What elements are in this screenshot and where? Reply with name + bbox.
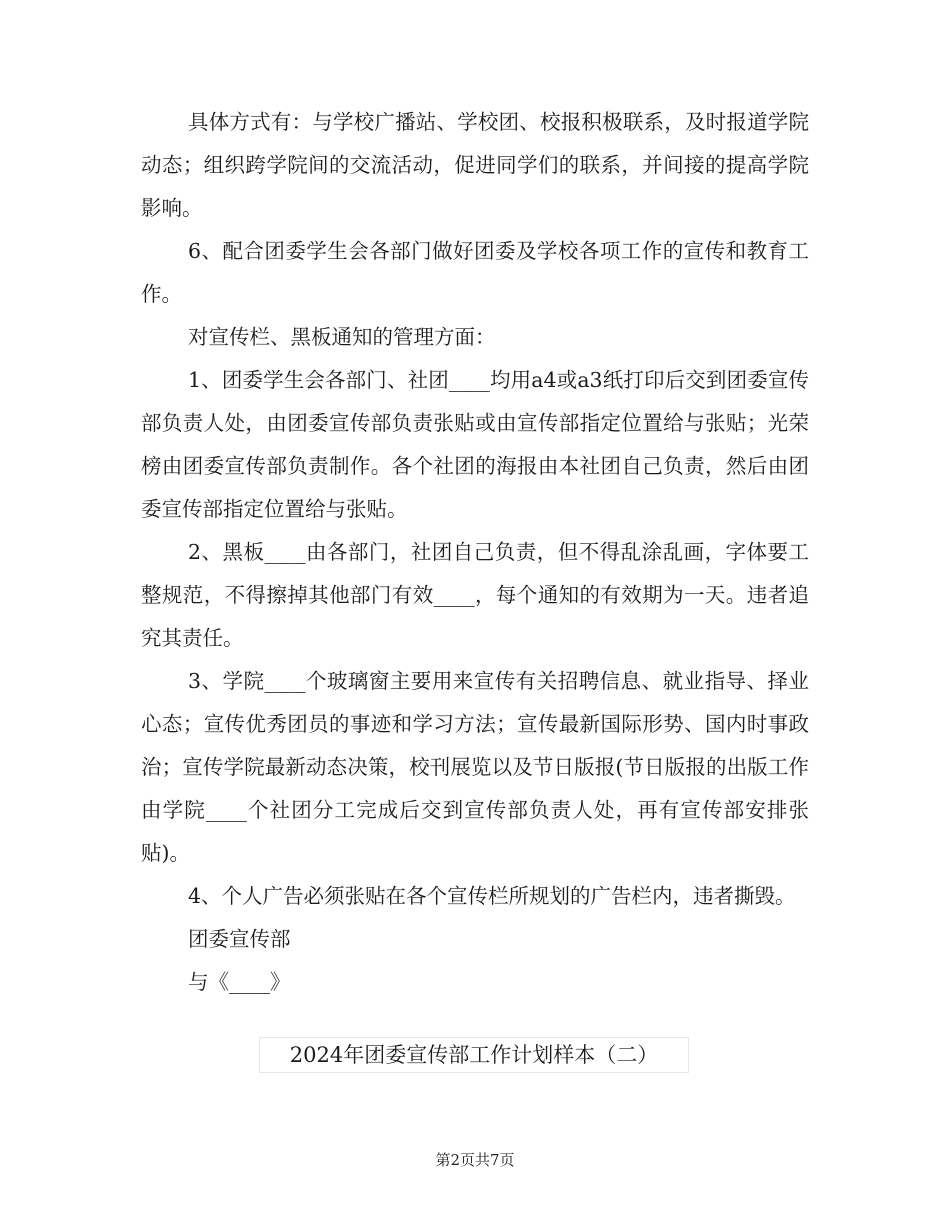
paragraph-item-6: 6、配合团委学生会各部门做好团委及学校各项工作的宣传和教育工作。 xyxy=(141,239,809,306)
paragraph-methods: 具体方式有：与学校广播站、学校团、校报积极联系，及时报道学院动态；组织跨学院间的交流活动，促进同学们的联系，并间接的提高学院影响。 xyxy=(141,110,809,220)
signature-department: 团委宣传部 xyxy=(188,927,291,951)
page-number-footer: 第2页共7页 xyxy=(435,1151,515,1169)
document-body xyxy=(141,101,809,1004)
signature-date-line: 与《____》 xyxy=(188,970,291,994)
section-title: 2024年团委宣传部工作计划样本（二） xyxy=(259,1037,689,1073)
paragraph-rule-4: 4、个人广告必须张贴在各个宣传栏所规划的广告栏内，违者撕毁。 xyxy=(188,884,796,908)
paragraph-rule-1: 1、团委学生会各部门、社团____均用a4或a3纸打印后交到团委宣传部负责人处，由团委宣传部负责张贴或由宣传部指定位置给与张贴；光荣榜由团委宣传部负责制作。各个社团的海报由本社团自己负责，然后由团委宣传部指定位置给与张贴。 xyxy=(141,368,809,521)
paragraph-board-management-heading: 对宣传栏、黑板通知的管理方面： xyxy=(188,325,496,349)
paragraph-rule-2: 2、黑板____由各部门，社团自己负责，但不得乱涂乱画，字体要工整规范，不得擦掉其他部门有效____，每个通知的有效期为一天。违者追究其责任。 xyxy=(141,540,809,650)
paragraph-rule-3: 3、学院____个玻璃窗主要用来宣传有关招聘信息、就业指导、择业心态；宣传优秀团员的事迹和学习方法；宣传最新国际形势、国内时事政治；宣传学院最新动态决策，校刊展览以及节日版报(节日版报的出版工作由学院____个社团分工完成后交到宣传部负责人处，再有宣传部安排张贴)。 xyxy=(141,669,809,865)
